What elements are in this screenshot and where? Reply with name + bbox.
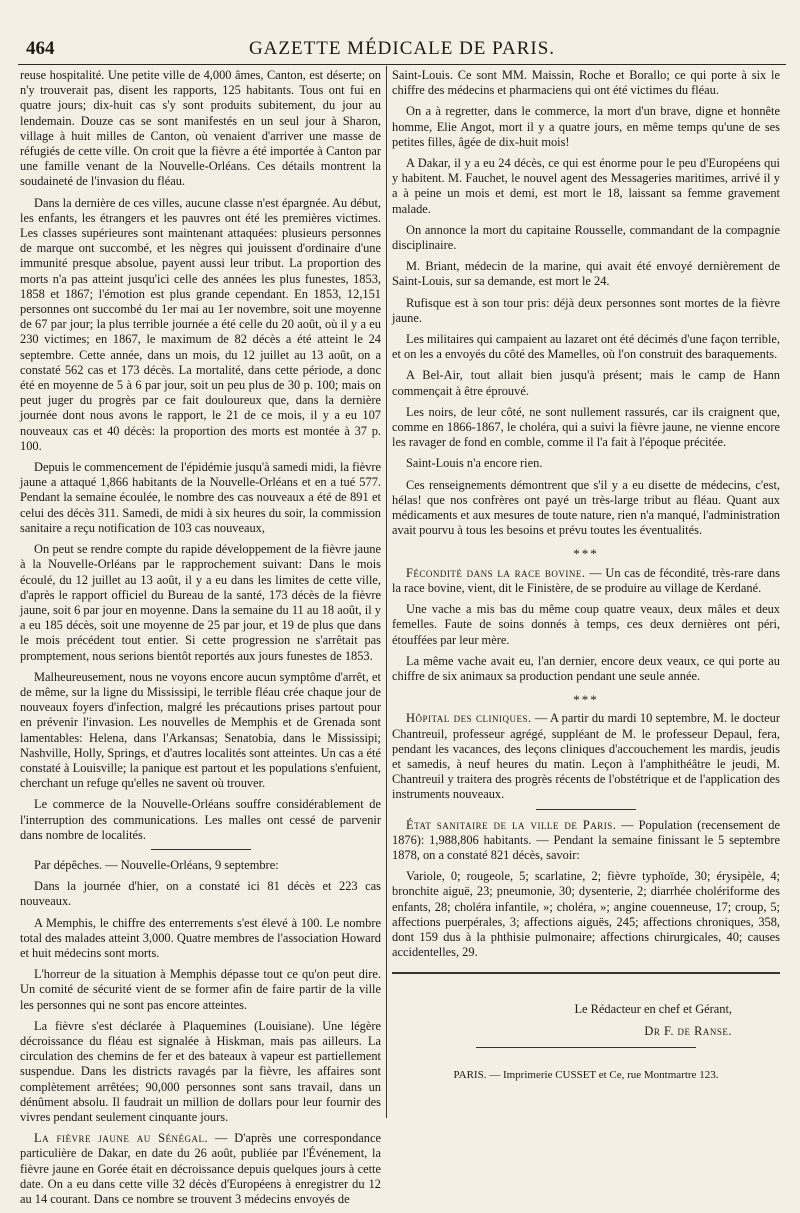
paragraph: Variole, 0; rougeole, 5; scarlatine, 2; fièvre typhoïde, 30; érysipèle, 4; bronchite aiguë, 23; pneumonie, 30; dysenterie, 2; diarrhée cholériforme des enfants, 28; choléra infantile, »; choléra, »; angine couenneuse, 17; croup, 5; affections puerpérales, 3; affections aiguës, 245; affections chroniques, 358, dont 159 dus à la phthisie pulmonaire; affections chirurgicales, 40; causes accidentelles, 29. [392,869,780,960]
asterism: *** [573,692,599,708]
imprint: PARIS. — Imprimerie CUSSET et Ce, rue Montmartre 123. [453,1068,719,1081]
paragraph: Dans la journée d'hier, on a constaté ici 81 décès et 223 cas nouveaux. [20,879,381,909]
page-header [18,38,786,65]
page-title: GAZETTE MÉDICALE DE PARIS. [248,38,556,59]
article-paragraph [20,1131,381,1207]
paragraph: On peut se rendre compte du rapide développement de la fièvre jaune à la Nouvelle-Orléans par le rapprochement suivant: Dans le mois écoulé, du 12 juillet au 13 août, il y a eu dans les limites de cette ville, d'après le rapport officiel du Bureau de la santé, 173 décès de la fièvre jaune, soit 6 par jour en moyenne. Dans la semaine du 11 au 18 août, il y a eu 185 décès, soit une moyenne de 25 par jour, et 19 de plus que dans le mois précédent tout entier. Si cette progression ne s'arrêtait pas promptement, nous serions bientôt reportés aux jours funestes de 1853. [20,542,381,663]
paragraph: La fièvre s'est déclarée à Plaquemines (Louisiane). Une légère décroissance du fléau est signalée à Hiskman, mais pas ailleurs. La circulation des chemins de fer et des bateaux à vapeur est partiellement suspendue. Dans les districts ravagés par la fièvre, les affaires sont complètement arrêtées; 90,000 personnes sont sans travail, dans un dénûment absolu. Il faudrait un million de dollars pour leur fournir des vivres pendant seulement cinquante jours. [20,1018,381,1124]
paragraph: Les militaires qui campaient au lazaret ont été décimés d'une façon terrible, et on les a envoyés du côté des Mamelles, où l'on construit des baraquements. [392,332,780,362]
signoff-title: Le Rédacteur en chef et Gérant, [574,1002,732,1017]
signoff-name: Dr F. de Ranse. [644,1023,732,1038]
signoff [392,1002,780,1038]
right-column [392,68,780,1083]
article-text: — A partir du mardi 10 septembre, M. le docteur Chantreuil, professeur agrégé, suppléant de M. le professeur Depaul, fera, pendant les vacances, des leçons cliniques d'accouchement les mardis, jeudis et samedis, à neuf heures du matin. Leçon à l'amphithéâtre le jeudi, M. Chantreuil y traitera des progrès récents de l'obstétrique et de l'application des instruments nouveaux. [392,711,780,802]
article-text: — Population (recensement de 1876): 1,988,806 habitants. — Pendant la semaine finissant le 5 septembre 1878, on a constaté 821 décès, savoir: [392,817,780,862]
paragraph: A Memphis, le chiffre des enterrements s'est élevé à 100. Le nombre total des malades atteint 3,000. Quatre membres de l'association Howard et huit médecins sont morts. [20,915,381,960]
article-text: — D'après une correspondance particulière de Dakar, en date du 26 août, publiée par l'Événement, la fièvre jaune en Gorée était en décroissance depuis quelques jours à cette date. On a eu dans cette ville 32 décès d'Européens à enregistrer du 12 au 14 courant. Dans ce nombre se trouvent 3 médecins envoyés de [20,1131,381,1207]
paragraph: Malheureusement, nous ne voyons encore aucun symptôme d'arrêt, et de même, sur la ligne du Mississipi, le terrible fléau crée chaque jour de nouveaux foyers d'infection, malgré les précautions prises partout pour en prévenir l'invasion. Les nouvelles de Memphis et de Grenada sont lamentables: Helena, dans l'Arkansas; Senatobia, dans le Mississipi; Nashville, Holly, Springs, et d'autres localités sont atteintes. Un cas a été constaté à Louisville; la panique est partout et les populations s'enfuient, cherchant un refuge qu'elles ne savent où trouver. [20,669,381,791]
column-divider [386,66,387,1118]
paragraph: L'horreur de la situation à Memphis dépasse tout ce qu'on peut dire. Un comité de sécurité vient de se former afin de faire partir de la ville les personnes qui ne sont pas encore atteintes. [20,967,381,1012]
paragraph: Dans la dernière de ces villes, aucune classe n'est épargnée. Au début, les enfants, les étrangers et les pauvres ont été les premières victimes. Les classes supérieures sont maintenant attaquées: plusieurs personnes de marque ont succombé, et les nègres qui jouissent d'ordinaire d'une immunité presque absolue, payent aussi leur tribut. La proportion des morts n'a pas atteint jusqu'ici celle des années les plus funestes, 1853, 1858 et 1867; l'émotion est plus grande cependant. En 1853, 12,151 personnes ont succombé du 1er mai au 1er novembre, soit une moyenne de 67 par jour; la plus terrible journée a été celle du 20 août, où il y a eu 230 victimes; en 1867, le maximum de 82 décès a été atteint le 24 septembre. Cette année, dans un mois, du 12 juillet au 13 août, on a constaté 562 cas et 173 décès. La mortalité, dans cette période, a donc été en moyenne de 5 à 6 par jour, soit un peu plus de 30 p. 100; mais on peut juger du progrès par ce fait douloureux que, dans la dernière journée dont nous avons le rapport, le 21 de ce mois, il y a eu 107 nouveaux cas et 40 décès: la proportion des morts est montée à 37 p. 100. [20,195,381,453]
page-number: 464 [26,38,55,59]
article-paragraph [392,711,780,802]
article-heading: Fécondité dans la race bovine. [406,565,586,580]
article-heading: État sanitaire de la ville de Paris. [406,817,617,832]
asterism: *** [573,546,599,562]
article-heading: Hôpital des cliniques. [406,711,532,726]
imprint-rule [476,1047,696,1048]
paragraph: A Dakar, il y a eu 24 décès, ce qui est énorme pour le peu d'Européens qui y habitent. M. Fauchet, le nouvel agent des Messageries maritimes, arrivé il y a à peine un mois et demi, est mort le 18, laissant sa femme gravement malade. [392,156,780,216]
left-column [20,68,381,1213]
end-rule [392,972,780,974]
paragraph: La même vache avait eu, l'an dernier, encore deux veaux, ce qui porte au chiffre de six animaux sa production pendant une seule année. [392,653,780,683]
paragraph: Saint-Louis. Ce sont MM. Maissin, Roche et Borallo; ce qui porte à six le chiffre des médecins et pharmaciens qui ont été victimes du fléau. [392,68,780,98]
paragraph: On a à regretter, dans le commerce, la mort d'un brave, digne et honnête homme, Elie Angot, mort il y a quatre jours, en même temps qu'une de ses petites filles, âgée de dix-huit mois! [392,104,780,149]
paragraph: reuse hospitalité. Une petite ville de 4,000 âmes, Canton, est déserte; on n'y trouverait pas, disent les rapports, 125 habitants. Tous ont fui en quatre jours; dix-huit cas s'y sont produits subitement, du jour au lendemain. Douze cas se sont manifestés en un seul jour à Sharon, village à huit milles de Canton, où venaient d'arriver une masse de réfugiés de cette ville. On croit que la fièvre a été importée à Canton par une famille venant de la Nouvelle-Orléans. Ces détails montrent la soudaineté de l'invasion du fléau. [20,68,381,189]
article-paragraph [392,566,780,596]
paragraph: On annonce la mort du capitaine Rousselle, commandant de la compagnie disciplinaire. [392,222,780,253]
paragraph: Depuis le commencement de l'épidémie jusqu'à samedi midi, la fièvre jaune a attaqué 1,866 habitants de la Nouvelle-Orléans et en a tué 577. Pendant la semaine écoulée, le nombre des cas nouveaux a été de 891 et celui des décès 311. Samedi, de midi à six heures du soir, la commission sanitaire a reçu notification de 103 cas nouveaux, [20,460,381,535]
article-heading: La fièvre jaune au Sénégal. [34,1131,209,1146]
paragraph: Par dépêches. — Nouvelle-Orléans, 9 septembre: [34,857,279,872]
article-paragraph [392,818,780,864]
paragraph: Une vache a mis bas du même coup quatre veaux, deux mâles et deux femelles. Faute de soins donnés à temps, ces deux dernières ont péri, étouffées par leur mère. [392,602,780,647]
paragraph: M. Briant, médecin de la marine, qui avait été envoyé dernièrement de Saint-Louis, sur sa demande, est mort le 24. [392,259,780,289]
paragraph: Ces renseignements démontrent que s'il y a eu disette de médecins, c'est, hélas! que nos confrères ont payé un très-large tribut au fléau. Quant aux médicaments et aux mesures de toute nature, rien n'a manqué, l'administration avait pourvu à tous les besoins et prévu toutes les éventualités. [392,477,780,538]
paragraph: A Bel-Air, tout allait bien jusqu'à présent; mais le camp de Hann commençait à être éprouvé. [392,368,780,398]
section-divider [151,849,251,850]
article-text: — Un cas de fécondité, très-rare dans la race bovine, vient, dit le Finistère, de se produire au village de Kerdané. [392,565,780,595]
paragraph: Saint-Louis n'a encore rien. [406,456,543,471]
paragraph: Les noirs, de leur côté, ne sont nullement rassurés, car ils craignent que, comme en 1866-1867, le choléra, qui a suivi la fièvre jaune, ne vienne encore les ravager de fond en comble, comme il l'a fait à l'époque précitée. [392,404,780,450]
paragraph: Rufisque est à son tour pris: déjà deux personnes sont mortes de la fièvre jaune. [392,295,780,325]
section-divider [536,809,636,810]
paragraph: Le commerce de la Nouvelle-Orléans souffre considérablement de l'interruption des communications. Les malles ont cessé de parvenir dans nombre de localités. [20,797,381,842]
